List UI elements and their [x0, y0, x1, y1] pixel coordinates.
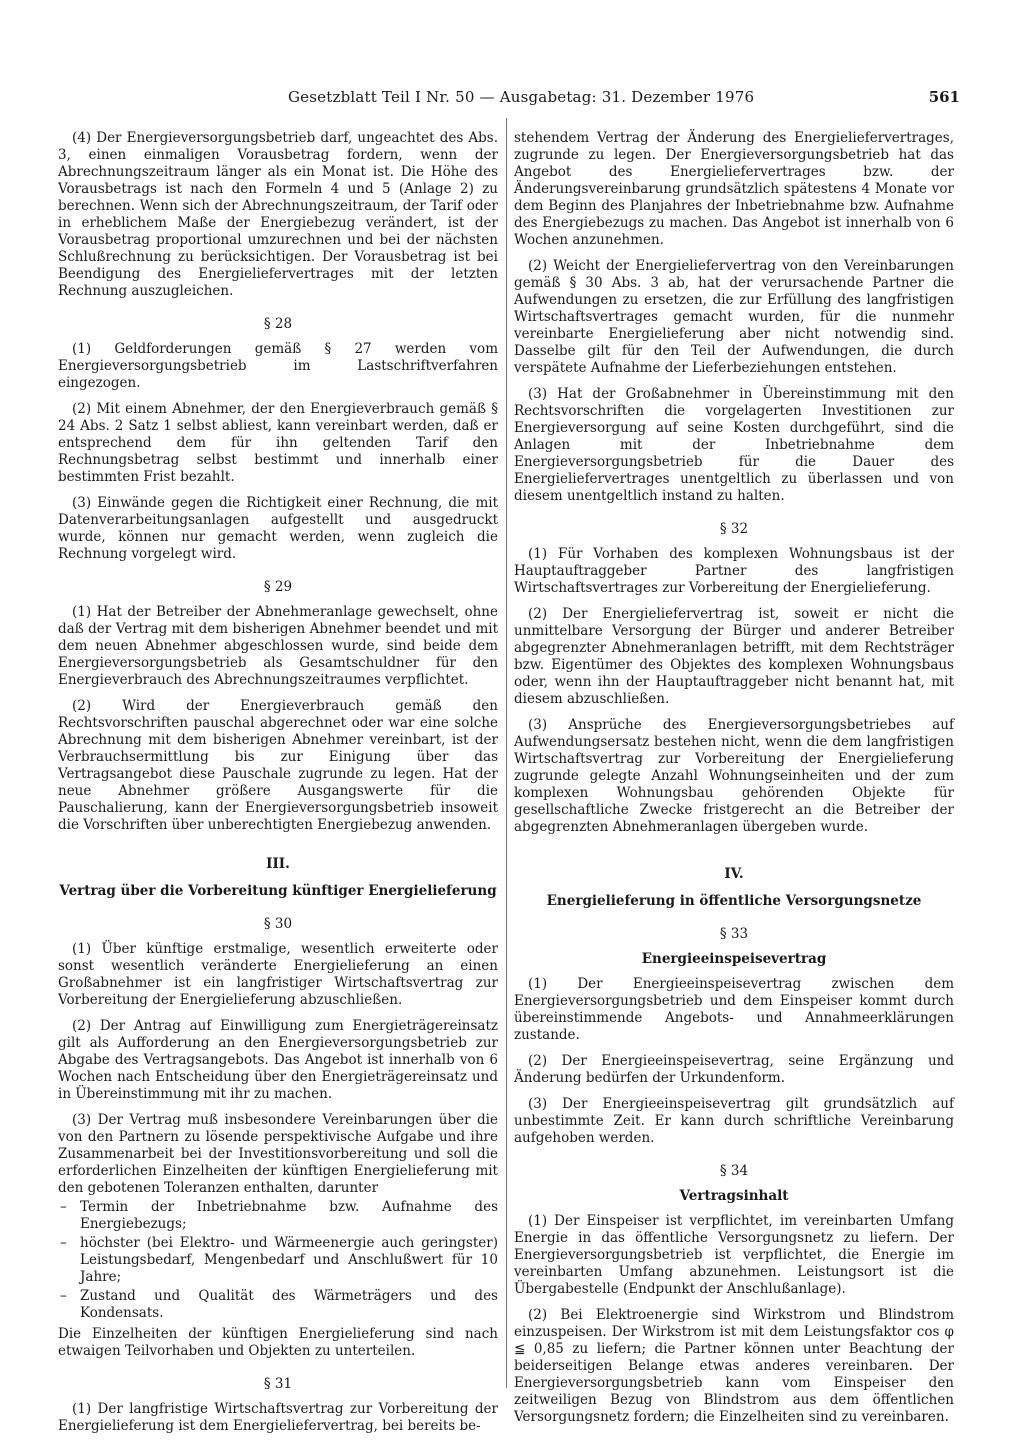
paragraph-30-tail: Die Einzelheiten der künftigen Energielieferung sind nach etwaigen Teilvorhaben und Objekten zu unterteilen. — [58, 1326, 498, 1359]
list-item: – höchster (bei Elektro- und Wärmeenergie auch geringster) Leistungsbedarf, Mengenbedarf und Anschlußwert für 10 Jahre; — [58, 1235, 498, 1286]
section-28-heading: § 28 — [263, 316, 293, 332]
section-29-heading: § 29 — [263, 579, 293, 595]
paragraph-32-1: (1) Für Vorhaben des komplexen Wohnungsbaus ist der Hauptauftraggeber Partner des langfristigen Wirtschaftsvertrages zur Vorbereitung der Energielieferung. — [514, 546, 954, 596]
right-column — [514, 130, 954, 1435]
paragraph-32-2: (2) Der Energieliefervertrag ist, soweit er nicht die unmittelbare Versorgung der Bürger und anderer Betreiber abgegrenzter Abnehmeranlagen betrifft, mit dem Rechtsträger bzw. Eigentümer des Objektes des komplexen Wohnungsbaus oder, wenn ihn der Hauptauftraggeber nicht benannt hat, mit diesem abzuschließen. — [514, 606, 954, 707]
paragraph-29-2: (2) Wird der Energieverbrauch gemäß den Rechtsvorschriften pauschal abgerechnet oder war eine solche Abrechnung mit dem bisherigen Abnehmer vereinbart, ist der Verbrauchsermittlung bis zur Einigung über das Vertragsangebot diese Pauschale zugrunde zu legen. Hat der neue Abnehmer größere Ausgangswerte für die Pauschalierung, kann der Energieversorgungsbetrieb insoweit die Vorschriften über unberechtigten Energiebezug anwenden. — [58, 698, 498, 833]
requirements-list — [58, 1199, 498, 1322]
paragraph-27-4: (4) Der Energieversorgungsbetrieb darf, ungeachtet des Abs. 3, einen einmaligen Vorausbetrag fordern, wenn der Abrechnungszeitraum länger als ein Monat ist. Die Höhe des Vorausbetrags ist nach den Formeln 4 und 5 (Anlage 2) zu berechnen. Wenn sich der Abrechnungszeitraum, der Tarif oder in erheblichem Maße der Energiebezug verändert, ist der Vorausbetrag proportional umzurechnen und bei der nächsten Schlußrechnung zu berücksichtigen. Der Vorausbetrag ist bei Beendigung des Energieliefervertrages mit der letzten Rechnung auszugleichen. — [58, 130, 498, 299]
paragraph-32-3: (3) Ansprüche des Energieversorgungsbetriebes auf Aufwendungsersatz bestehen nicht, wenn die dem langfristigen Wirtschaftsvertrag zur Vorbereitung der Energielieferung zugrunde gelegte Anzahl Wohnungseinheiten und der zum komplexen Wohnungsbau gehörenden Objekte für gesellschaftliche Zwecke fristgerecht an die Betreiber der abgegrenzten Abnehmeranlagen übergeben wurde. — [514, 717, 954, 835]
chapter-4-title: Energielieferung in öffentliche Versorgungsnetze — [546, 893, 922, 909]
paragraph-30-2: (2) Der Antrag auf Einwilligung zum Energieträgereinsatz gilt als Aufforderung an den Energieversorgungsbetrieb zur Abgabe des Vertragsangebots. Das Angebot ist innerhalb von 6 Wochen nach Entscheidung über den Energieträgereinsatz und in Übereinstimmung mit ihr zu machen. — [58, 1018, 498, 1102]
header-title: Gesetzblatt Teil I Nr. 50 — Ausgabetag: 31. Dezember 1976 — [288, 88, 755, 106]
list-item: – Zustand und Qualität des Wärmeträgers und des Kondensats. — [58, 1288, 498, 1322]
paragraph-34-1: (1) Der Einspeiser ist verpflichtet, im vereinbarten Umfang Energie in das öffentliche Versorgungsnetz zu liefern. Der Energieversorgungsbetrieb ist verpflichtet, die Energie im vereinbarten Umfang abzunehmen. Leistungsort ist die Übergabestelle (Endpunkt der Anschlußanlage). — [514, 1213, 954, 1297]
paragraph-31-1: (1) Der langfristige Wirtschaftsvertrag zur Vorbereitung der Energielieferung ist dem Energieliefervertrag, bei bereits be- — [58, 1401, 498, 1434]
paragraph-30-1: (1) Über künftige erstmalige, wesentlich erweiterte oder sonst wesentlich veränderte Energielieferung an einen Großabnehmer ist ein langfristiger Wirtschaftsvertrag zur Vorbereitung der Energielieferung abzuschließen. — [58, 941, 498, 1008]
paragraph-28-3: (3) Einwände gegen die Richtigkeit einer Rechnung, die mit Datenverarbeitungsanlagen aufgestellt und ausgedruckt wurde, können nur gemacht werden, wenn zugleich die Rechnung vorgelegt wird. — [58, 495, 498, 562]
left-column — [58, 130, 498, 1444]
column-divider — [506, 118, 507, 1388]
section-33-heading: § 33 — [719, 926, 749, 942]
page-header — [288, 88, 960, 108]
paragraph-31-3: (3) Hat der Großabnehmer in Übereinstimmung mit den Rechtsvorschriften die vorgelagerten Investitionen zur Energieversorgung auf seine Kosten durchgeführt, sind die Anlagen mit der Inbetriebnahme dem Energieversorgungsbetrieb für die Dauer des Energieliefervertrages unentgeltlich zu überlassen und von diesem unentgeltlich instand zu halten. — [514, 386, 954, 504]
paragraph-30-3: (3) Der Vertrag muß insbesondere Vereinbarungen über die von den Partnern zu lösende perspektivische Aufgabe und ihre Zusammenarbeit bei der Investitionsvorbereitung und soll die erforderlichen Einzelheiten der künftigen Energielieferung mit den gebotenen Toleranzen enthalten, darunter — [58, 1112, 498, 1196]
section-34-title: Vertragsinhalt — [679, 1188, 789, 1204]
section-30-heading: § 30 — [263, 916, 293, 932]
paragraph-33-1: (1) Der Energieeinspeisevertrag zwischen dem Energieversorgungsbetrieb und dem Einspeiser kommt durch übereinstimmende Angebots- und Annahmeerklärungen zustande. — [514, 976, 954, 1043]
section-33-title: Energieeinspeisevertrag — [641, 951, 827, 967]
paragraph-29-1: (1) Hat der Betreiber der Abnehmeranlage gewechselt, ohne daß der Vertrag mit dem bisherigen Abnehmer beendet und mit dem neuen Abnehmer abgeschlossen wurde, sind beide dem Energieversorgungsbetrieb als Gesamtschuldner für den Energieverbrauch des Abrechnungszeitraumes verpflichtet. — [58, 604, 498, 688]
page-number: 561 — [928, 88, 960, 106]
chapter-3-title: Vertrag über die Vorbereitung künftiger Energielieferung — [59, 883, 497, 899]
paragraph-33-2: (2) Der Energieeinspeisevertrag, seine Ergänzung und Änderung bedürfen der Urkundenform. — [514, 1053, 954, 1086]
section-34-heading: § 34 — [719, 1163, 749, 1179]
chapter-3-number: III. — [266, 856, 290, 872]
section-32-heading: § 32 — [719, 521, 749, 537]
chapter-4-number: IV. — [724, 866, 744, 882]
paragraph-28-2: (2) Mit einem Abnehmer, der den Energieverbrauch gemäß § 24 Abs. 2 Satz 1 selbst abliest, kann vereinbart werden, daß er entsprechend dem für ihn geltenden Tarif den Rechnungsbetrag selbst bestimmt und innerhalb einer bestimmten Frist bezahlt. — [58, 401, 498, 485]
paragraph-33-3: (3) Der Energieeinspeisevertrag gilt grundsätzlich auf unbestimmte Zeit. Er kann durch schriftliche Vereinbarung aufgehoben werden. — [514, 1096, 954, 1146]
paragraph-34-2: (2) Bei Elektroenergie sind Wirkstrom und Blindstrom einzuspeisen. Der Wirkstrom ist mit dem Leistungsfaktor cos φ ≦ 0,85 zu liefern; die Partner können unter Beachtung der beiderseitigen Belange etwas anderes vereinbaren. Der Energieversorgungsbetrieb kann vom Einspeiser den zeitweiligen Bezug von Blindstrom aus dem öffentlichen Versorgungsnetz fordern; die Einzelheiten sind zu vereinbaren. — [514, 1307, 954, 1425]
paragraph-31-1-continued: stehendem Vertrag der Änderung des Energieliefervertrages, zugrunde zu legen. Der Energieversorgungsbetrieb hat das Angebot des Energieliefervertrages bzw. der Änderungsvereinbarung grundsätzlich spätestens 4 Monate vor dem Beginn des Planjahres der Inbetriebnahme bzw. Aufnahme des Energiebezugs zu machen. Das Angebot ist innerhalb von 6 Wochen anzunehmen. — [514, 130, 954, 248]
section-31-heading: § 31 — [263, 1376, 293, 1392]
list-item: – Termin der Inbetriebnahme bzw. Aufnahme des Energiebezugs; — [58, 1199, 498, 1233]
paragraph-31-2: (2) Weicht der Energieliefervertrag von den Vereinbarungen gemäß § 30 Abs. 3 ab, hat der verursachende Partner die Aufwendungen zu ersetzen, die zur Erfüllung des langfristigen Wirtschaftsvertrages gemacht wurden, für die nunmehr vereinbarte Energielieferung aber nicht notwendig sind. Dasselbe gilt für den Teil der Aufwendungen, die durch verspätete Aufnahme der Lieferbeziehungen entstehen. — [514, 258, 954, 376]
paragraph-28-1: (1) Geldforderungen gemäß § 27 werden vom Energieversorgungsbetrieb im Lastschriftverfahren eingezogen. — [58, 341, 498, 391]
